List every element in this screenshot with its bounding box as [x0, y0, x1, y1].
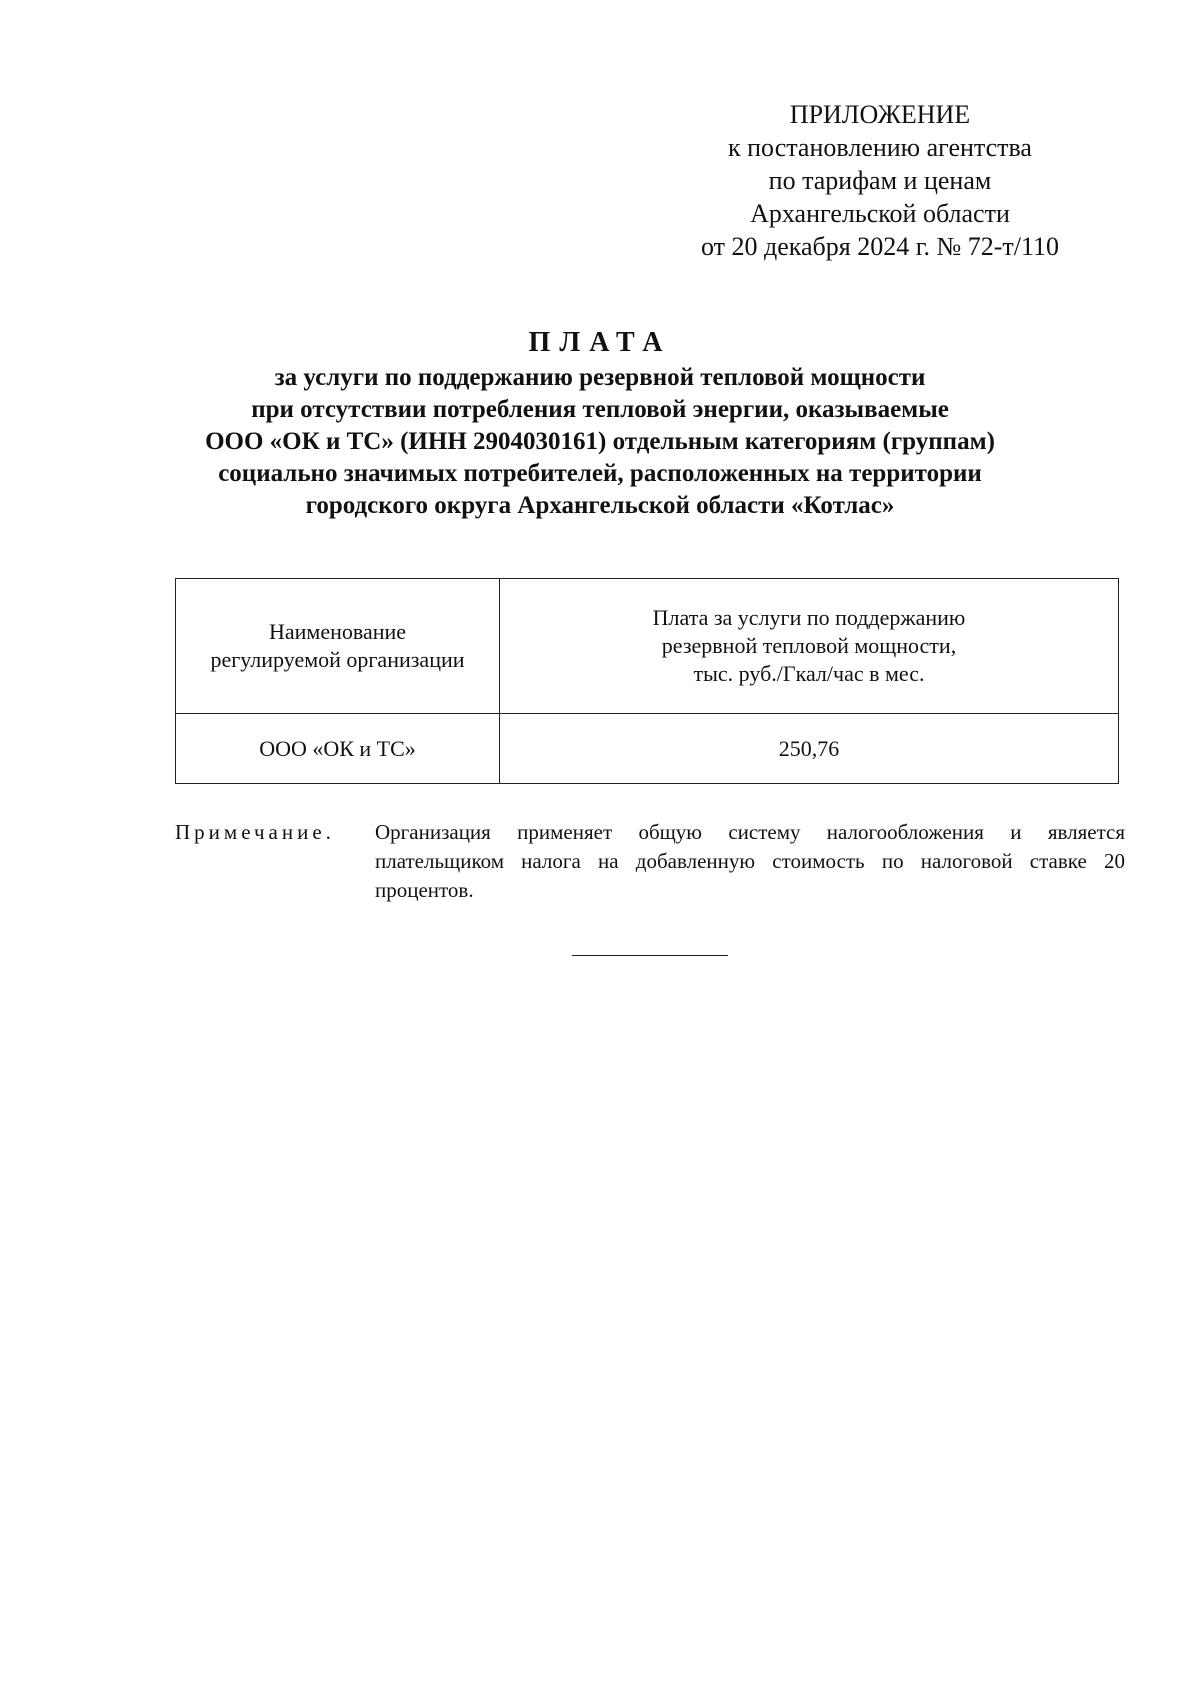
title-line: за услуги по поддержанию резервной тепловой мощности — [274, 364, 926, 391]
title-line: при отсутствии потребления тепловой энергии, оказываемые — [251, 396, 949, 423]
table-row — [176, 714, 1119, 784]
document-title — [150, 324, 1050, 522]
title-subtitle — [150, 362, 1050, 522]
fee-table — [175, 578, 1119, 784]
appendix-header — [680, 98, 1080, 263]
note-label: Примечание. — [175, 820, 335, 844]
title-line: городского округа Архангельской области «Котлас» — [305, 492, 895, 519]
separator-line — [572, 955, 728, 956]
title-main: ПЛАТА — [528, 327, 672, 358]
appendix-line: по тарифам и ценам — [768, 166, 992, 195]
appendix-line: Архангельской области — [750, 199, 1010, 228]
title-line: ООО «ОК и ТС» (ИНН 2904030161) отдельным категориям (группам) — [205, 428, 995, 455]
header-organization-name: Наименование регулируемой организации — [176, 579, 500, 714]
title-line: социально значимых потребителей, расположенных на территории — [218, 460, 982, 487]
appendix-date-number: от 20 декабря 2024 г. № 72-т/110 — [700, 232, 1060, 261]
header-fee: Плата за услуги по поддержанию резервной тепловой мощности, тыс. руб./Гкал/час в мес. — [500, 579, 1119, 714]
note-text: Организация применяет общую систему налогообложения и является плательщиком налога на добавленную стоимость по налоговой ставке 20 процентов. — [375, 820, 1125, 902]
cell-organization: ООО «ОК и ТС» — [176, 714, 500, 784]
table-header-row — [176, 579, 1119, 714]
cell-fee-value: 250,76 — [500, 714, 1119, 784]
appendix-line: к постановлению агентства — [728, 133, 1032, 162]
appendix-title: ПРИЛОЖЕНИЕ — [789, 100, 971, 129]
